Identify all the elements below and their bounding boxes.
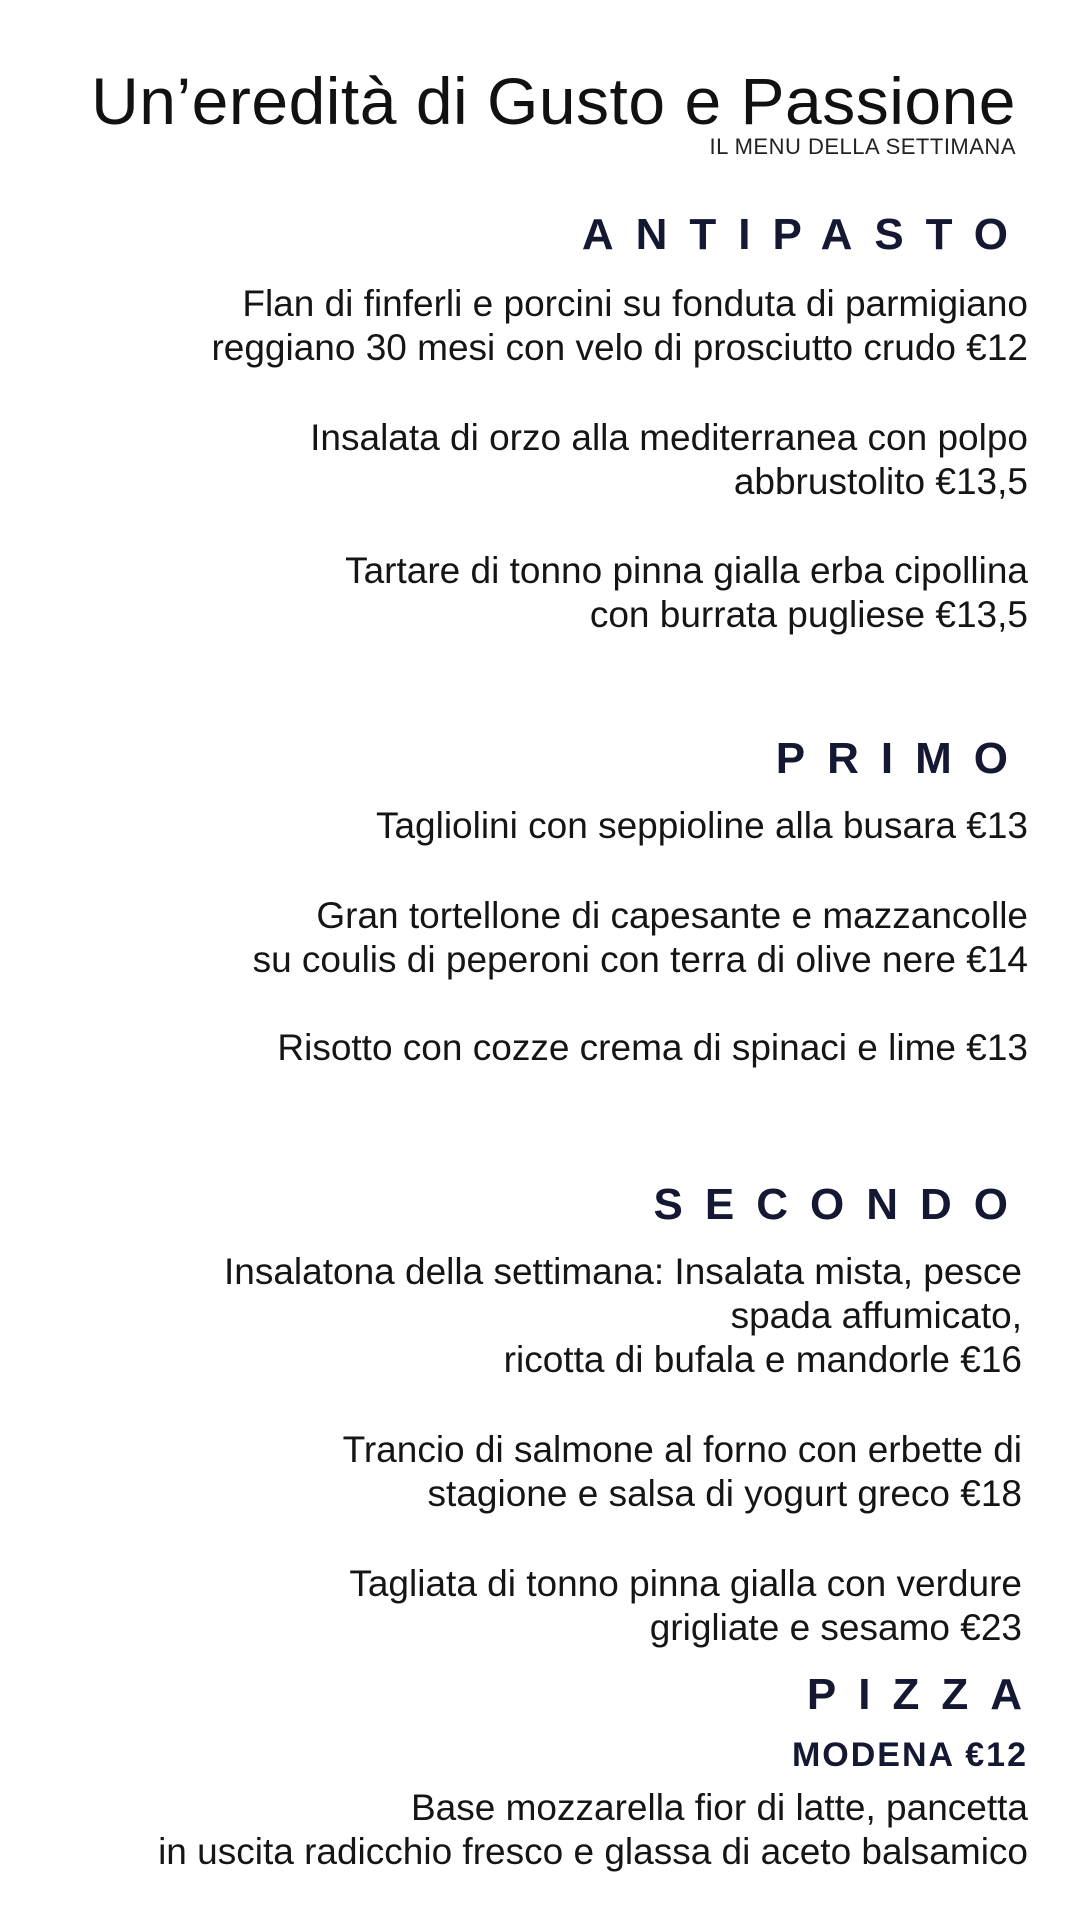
item-line: in uscita radicchio fresco e glassa di aceto balsamico [158,1831,1028,1872]
menu-item-secondo-3 [349,1562,1022,1650]
menu-item-antipasto-1 [211,282,1028,370]
menu-item-secondo-2 [343,1428,1022,1516]
item-line: spada affumicato, [730,1295,1022,1336]
item-line: Risotto con cozze crema di spinaci e lime €13 [277,1027,1028,1068]
item-line: Tagliata di tonno pinna gialla con verdure [349,1563,1022,1604]
item-line: Insalatona della settimana: Insalata mista, pesce [223,1251,1022,1292]
page-title: Un’eredità di Gusto e Passione [91,64,1016,138]
section-heading-antipasto: ANTIPASTO [581,210,1030,259]
item-line: abbrustolito €13,5 [733,461,1028,502]
menu-item-secondo-1 [224,1250,1022,1382]
menu-item-primo-3 [277,1026,1028,1070]
item-line: stagione e salsa di yogurt greco €18 [427,1473,1022,1514]
item-line: su coulis di peperoni con terra di olive nere €14 [252,939,1028,980]
item-line: grigliate e sesamo €23 [649,1607,1022,1648]
menu-item-primo-2 [253,894,1028,982]
item-line: ricotta di bufala e mandorle €16 [503,1339,1022,1380]
item-line: con burrata pugliese €13,5 [589,594,1028,635]
item-line: Trancio di salmone al forno con erbette di [342,1429,1022,1470]
pizza-name-price: MODENA €12 [791,1736,1028,1774]
item-line: reggiano 30 mesi con velo di prosciutto crudo €12 [211,327,1028,368]
item-line: Gran tortellone di capesante e mazzancolle [316,895,1028,936]
menu-header [91,62,1016,160]
item-line: Base mozzarella fior di latte, pancetta [411,1787,1028,1828]
menu-item-primo-1 [376,804,1028,848]
page-subtitle: IL MENU DELLA SETTIMANA [709,134,1016,159]
section-heading-secondo: SECONDO [653,1180,1030,1229]
menu-item-antipasto-2 [310,416,1028,504]
menu-item-pizza-1 [158,1786,1028,1874]
section-heading-primo: PRIMO [775,734,1030,783]
item-line: Insalata di orzo alla mediterranea con polpo [310,417,1028,458]
item-line: Flan di finferli e porcini su fonduta di parmigiano [242,283,1028,324]
section-heading-pizza: PIZZA [806,1670,1044,1719]
item-line: Tagliolini con seppioline alla busara €13 [375,805,1028,846]
item-line: Tartare di tonno pinna gialla erba cipollina [345,550,1028,591]
menu-item-antipasto-3 [345,549,1028,637]
